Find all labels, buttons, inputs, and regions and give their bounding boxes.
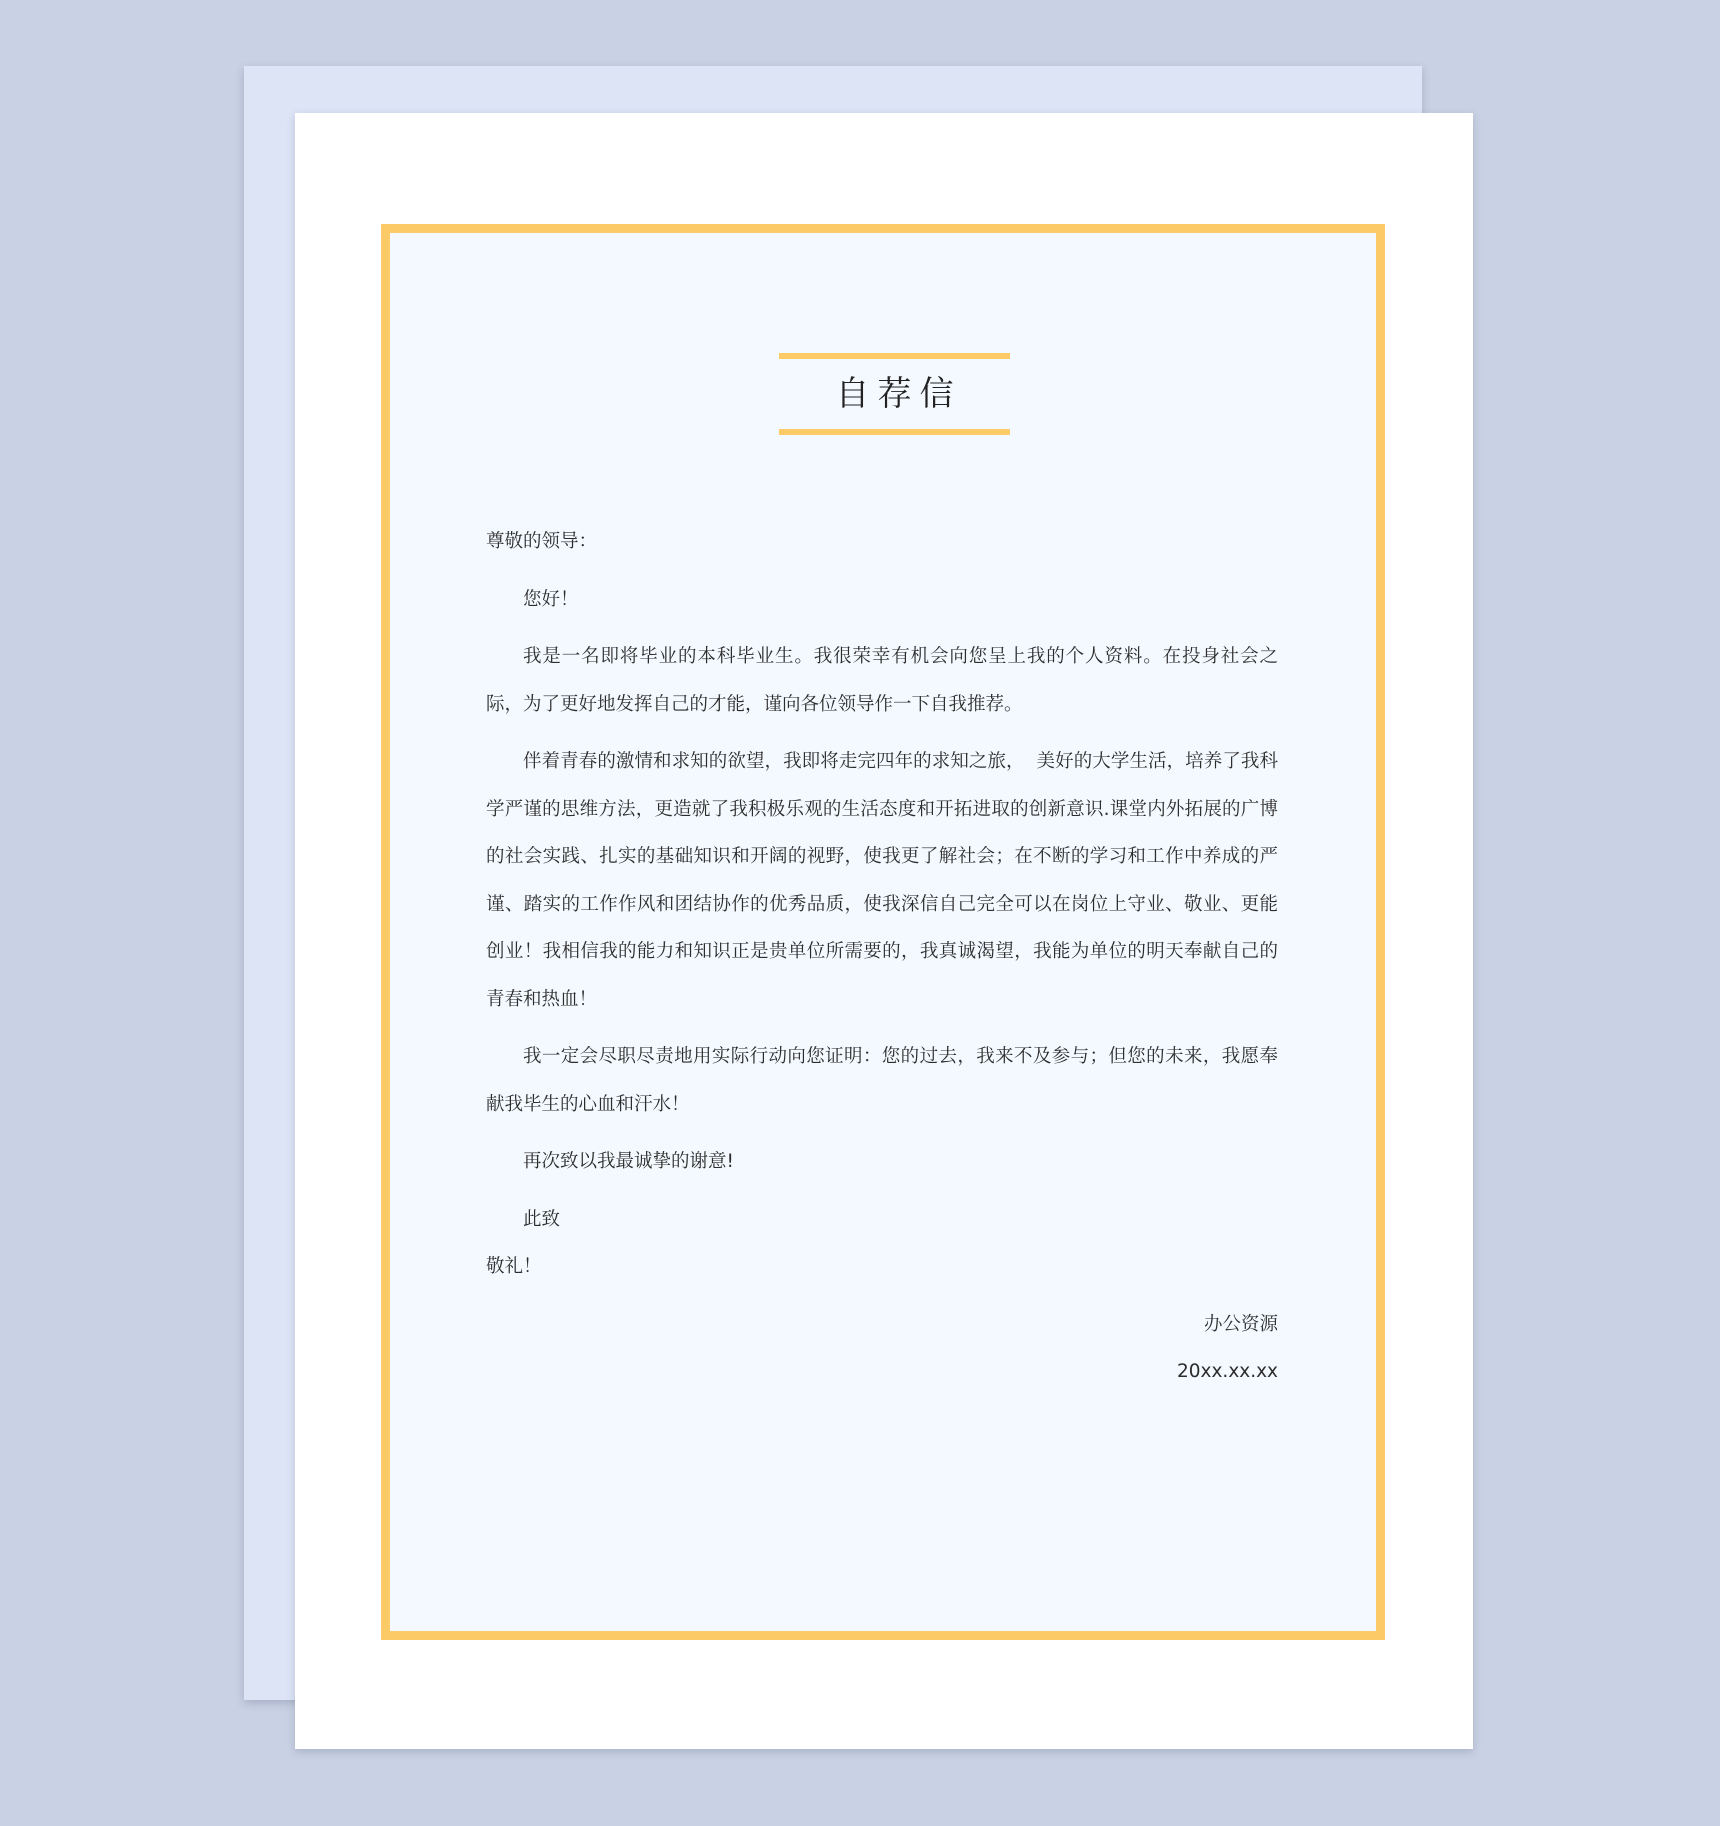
letter-page <box>295 113 1473 1749</box>
date: 20xx.xx.xx <box>1177 1361 1278 1382</box>
signature: 办公资源 <box>1203 1313 1278 1335</box>
letter-body <box>486 518 1278 1396</box>
title-bottom-rule <box>779 429 1010 435</box>
salutation: 尊敬的领导： <box>486 531 598 552</box>
paragraph-thanks: 再次致以我最诚挚的谢意! <box>523 1151 734 1172</box>
paragraph-commitment: 我一定会尽职尽责地用实际行动向您证明：您的过去，我来不及参与；但您的未来，我愿奉献我毕生的心血和汗水！ <box>486 1046 1278 1115</box>
closing: 此致 <box>523 1208 561 1230</box>
paragraph-intro: 我是一名即将毕业的本科毕业生。我很荣幸有机会向您呈上我的个人资料。在投身社会之际，为了更好地发挥自己的才能，谨向各位领导作一下自我推荐。 <box>486 646 1278 715</box>
letter-frame <box>381 224 1385 1640</box>
page-title: 自荐信 <box>835 374 962 414</box>
title-block <box>779 353 1010 435</box>
paragraph-qualifications: 伴着青春的激情和求知的欲望，我即将走完四年的求知之旅， 美好的大学生活，培养了我科学严谨的思维方法，更造就了我积极乐观的生活态度和开拓进取的创新意识.课堂内外拓展的广博的社会实践、扎实的基础知识和开阔的视野，使我更了解社会；在不断的学习和工作中养成的严谨、踏实的工作作风和团结协作的优秀品质，使我深信自己完全可以在岗位上守业、敬业、更能创业！我相信我的能力和知识正是贵单位所需要的，我真诚渴望，我能为单位的明天奉献自己的青春和热血！ <box>486 751 1278 1010</box>
regards: 敬礼！ <box>486 1256 542 1277</box>
greeting: 您好！ <box>523 588 579 610</box>
